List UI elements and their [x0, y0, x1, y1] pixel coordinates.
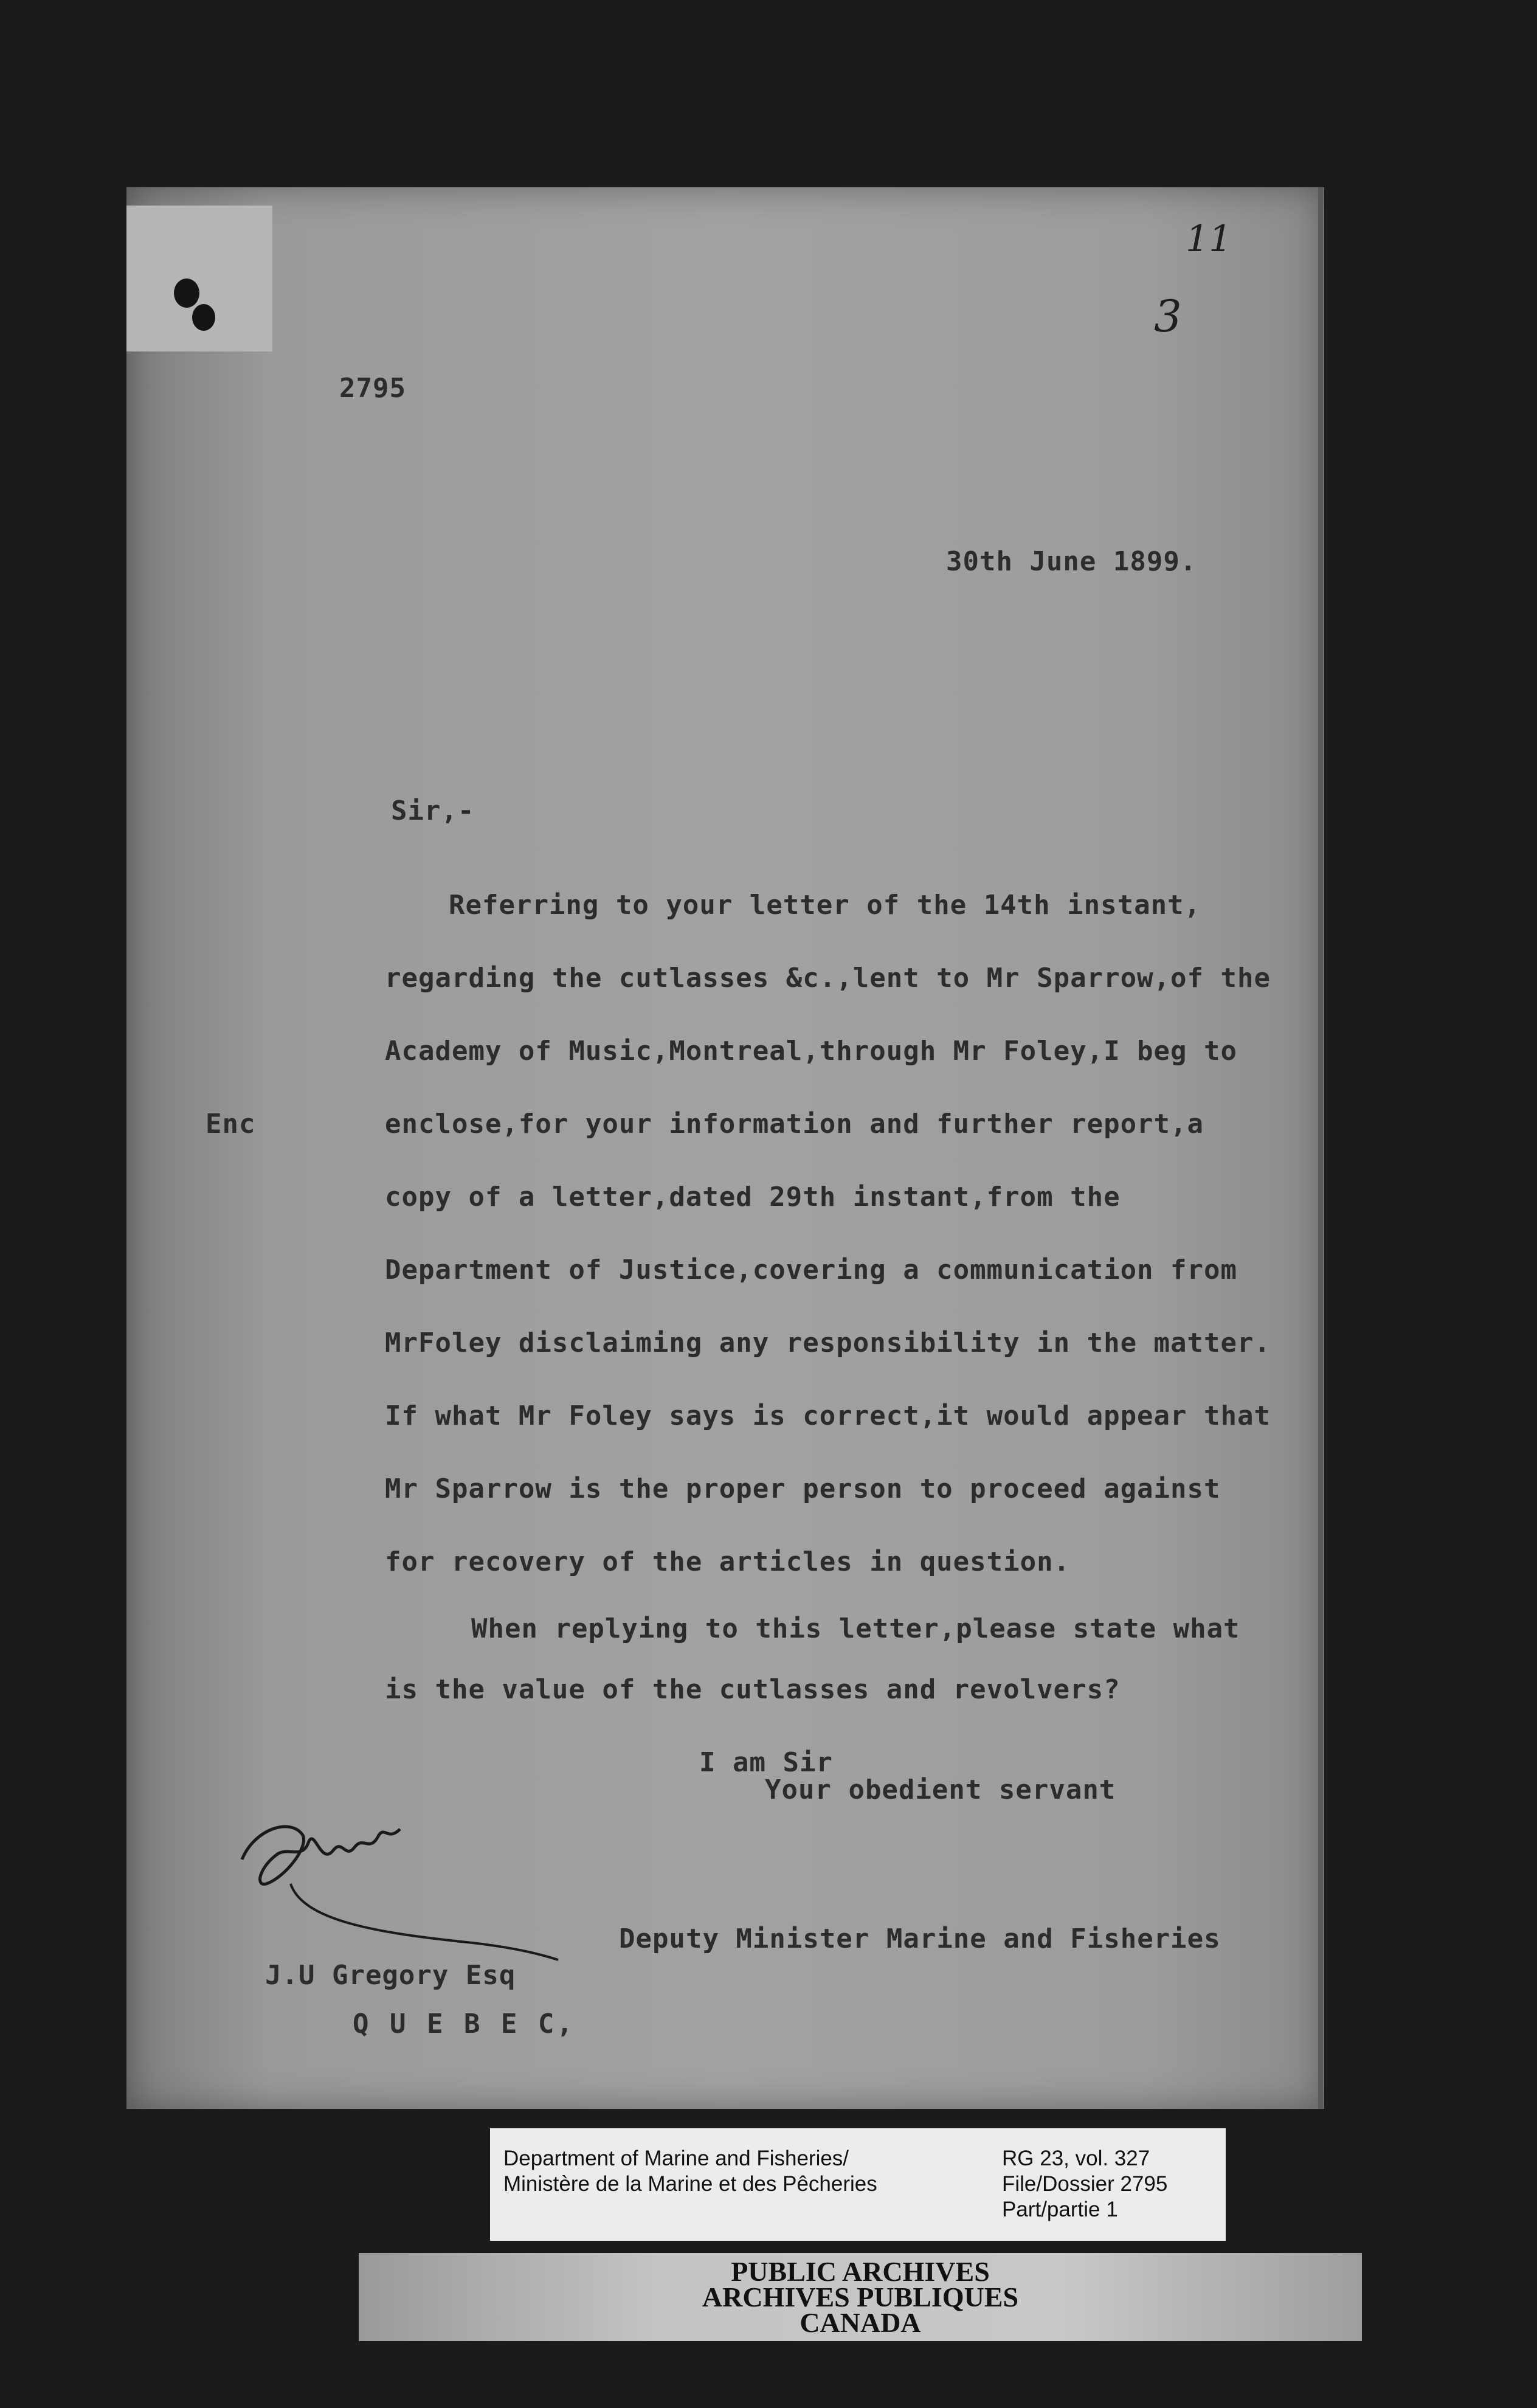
salutation: Sir,- [391, 795, 475, 826]
punch-hole-icon [192, 304, 215, 331]
body-line: MrFoley disclaiming any responsibility in the matter. [385, 1327, 1271, 1358]
body-line: If what Mr Foley says is correct,it would appear that [385, 1400, 1271, 1431]
page-edge [1318, 187, 1323, 2109]
body-line: Referring to your letter of the 14th instant, [449, 890, 1201, 921]
handwritten-page-number: 11 [1186, 218, 1232, 260]
closing-line: Your obedient servant [765, 1774, 1116, 1805]
body-line: copy of a letter,dated 29th instant,from the [385, 1182, 1121, 1213]
label-department-fr: Ministère de la Marine et des Pêcheries [503, 2172, 877, 2196]
closing-line: I am Sir [699, 1747, 833, 1778]
archive-stamp [359, 2253, 1362, 2341]
body-line: for recovery of the articles in question. [385, 1546, 1071, 1577]
body-line: Department of Justice,covering a communication from [385, 1254, 1238, 1285]
letter-page [126, 187, 1324, 2109]
label-file: File/Dossier 2795 [1002, 2172, 1168, 2196]
body-line: When replying to this letter,please state what [471, 1613, 1240, 1644]
signatory-title: Deputy Minister Marine and Fisheries [619, 1923, 1221, 1954]
margin-note: Enc [206, 1109, 256, 1140]
addressee-name: J.U Gregory Esq [265, 1960, 516, 1991]
body-line: Mr Sparrow is the proper person to proceed against [385, 1473, 1221, 1504]
body-line: regarding the cutlasses &c.,lent to Mr Sparrow,of the [385, 963, 1271, 994]
punch-hole-icon [174, 279, 199, 308]
body-line: is the value of the cutlasses and revolvers? [385, 1674, 1121, 1705]
label-department-en: Department of Marine and Fisheries/ [503, 2147, 849, 2170]
handwritten-mark: 3 [1154, 291, 1182, 342]
archive-label [490, 2128, 1226, 2241]
label-record-group: RG 23, vol. 327 [1002, 2147, 1150, 2170]
body-line: enclose,for your information and further report,a [385, 1109, 1204, 1140]
body-line: Academy of Music,Montreal,through Mr Foley,I beg to [385, 1036, 1238, 1067]
letter-date: 30th June 1899. [946, 546, 1197, 577]
stamp-line: PUBLIC ARCHIVES [731, 2256, 990, 2287]
file-number: 2795 [339, 373, 406, 404]
stamp-line: CANADA [800, 2307, 921, 2338]
addressee-place: Q U E B E C, [353, 2008, 575, 2040]
stamp-line: ARCHIVES PUBLIQUES [702, 2282, 1019, 2313]
label-part: Part/partie 1 [1002, 2198, 1118, 2221]
signature-icon [218, 1793, 595, 1987]
